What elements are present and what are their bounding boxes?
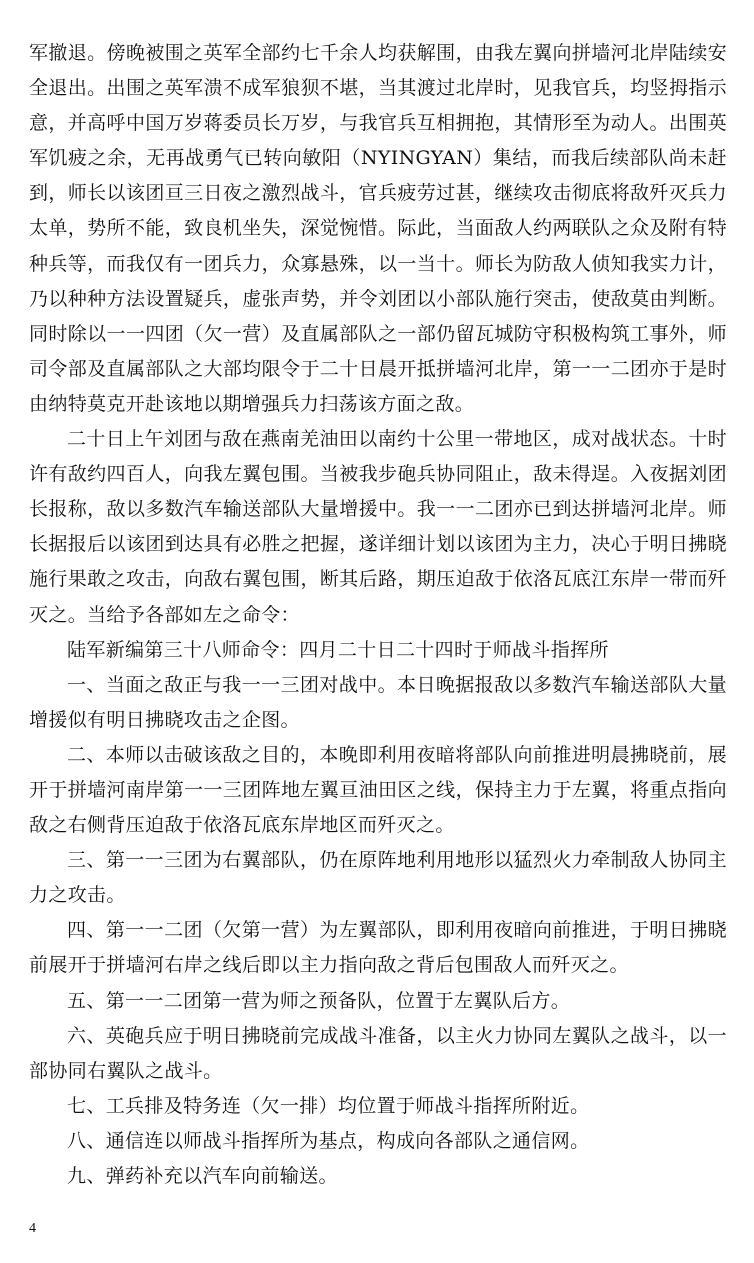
order-heading: 陆军新编第三十八师命令：四月二十日二十四时于师战斗指挥所 <box>67 638 609 661</box>
paragraph-continuation: 军撤退。傍晚被围之英军全部约七千余人均获解围，由我左翼向拼墙河北岸陆续安全退出。出围之英军溃不成军狼狈不堪，当其渡过北岸时，见我官兵，均竖拇指示意，并高呼中国万岁蒋委员长万岁，与我官兵互相拥抱，其情形至为动人。出围英军饥疲之余，无再战勇气已转向敏阳（NYINGYAN）集结，而我后续部队尚未赶到，师长以该团亘三日夜之激烈战斗，官兵疲劳过甚，继续攻击彻底将敌歼灭兵力太单，势所不能，致良机坐失，深觉惋惜。际此，当面敌人约两联队之众及附有特种兵等，而我仅有一团兵力，众寡悬殊，以一当十。师长为防敌人侦知我实力计，乃以种种方法设置疑兵，虚张声势，并令刘团以小部队施行突击，使敌莫由判断。同时除以一一四团（欠一营）及直属部队之一部仍留瓦城防守积极构筑工事外，师司令部及直属部队之大部均限令于二十日晨开抵拼墙河北岸，第一一二团亦于是时由纳特莫克开赴该地以期增强兵力扫荡该方面之敌。 <box>29 42 727 415</box>
order-item-3: 三、第一一三团为右翼部队，仍在原阵地利用地形以猛烈火力牵制敌人协同主力之攻击。 <box>29 849 727 907</box>
order-item-2: 二、本师以击破该敌之目的，本晚即利用夜暗将部队向前推进明晨拂晓前，展开于拼墙河南岸第一一三团阵地左翼亘油田区之线，保持主力于左翼，将重点指向敌之右侧背压迫敌于依洛瓦底东岸地区而歼灭之。 <box>29 743 727 837</box>
order-item-8: 八、通信连以师战斗指挥所为基点，构成向各部队之通信网。 <box>67 1129 590 1152</box>
body-text <box>29 36 727 1194</box>
order-item-4: 四、第一一二团（欠第一营）为左翼部队，即利用夜暗向前推进，于明日拂晓前展开于拼墙河右岸之线后即以主力指向敌之背后包围敌人而歼灭之。 <box>29 919 727 977</box>
order-item-5: 五、第一一二团第一营为师之预备队，位置于左翼队后方。 <box>67 989 571 1012</box>
order-item-1: 一、当面之敌正与我一一三团对战中。本日晚据报敌以多数汽车输送部队大量增援似有明日拂晓攻击之企图。 <box>29 673 727 731</box>
order-item-7: 七、工兵排及特务连（欠一排）均位置于师战斗指挥所附近。 <box>67 1094 590 1117</box>
order-item-6: 六、英砲兵应于明日拂晓前完成战斗准备，以主火力协同左翼队之战斗，以一部协同右翼队之战斗。 <box>29 1024 727 1082</box>
page-number: 4 <box>29 1221 36 1236</box>
paragraph-april-20-battle: 二十日上午刘团与敌在燕南羌油田以南约十公里一带地区，成对战状态。十时许有敌约四百人，向我左翼包围。当被我步砲兵协同阻止，敌未得逞。入夜据刘团长报称，敌以多数汽车输送部队大量增援中。我一一二团亦已到达拼墙河北岸。师长据报后以该团到达具有必胜之把握，遂详细计划以该团为主力，决心于明日拂晓施行果敢之攻击，向敌右翼包围，断其后路，期压迫敌于依洛瓦底江东岸一带而歼灭之。当给予各部如左之命令： <box>29 428 727 626</box>
order-item-9: 九、弹药补充以汽车向前输送。 <box>67 1165 338 1187</box>
